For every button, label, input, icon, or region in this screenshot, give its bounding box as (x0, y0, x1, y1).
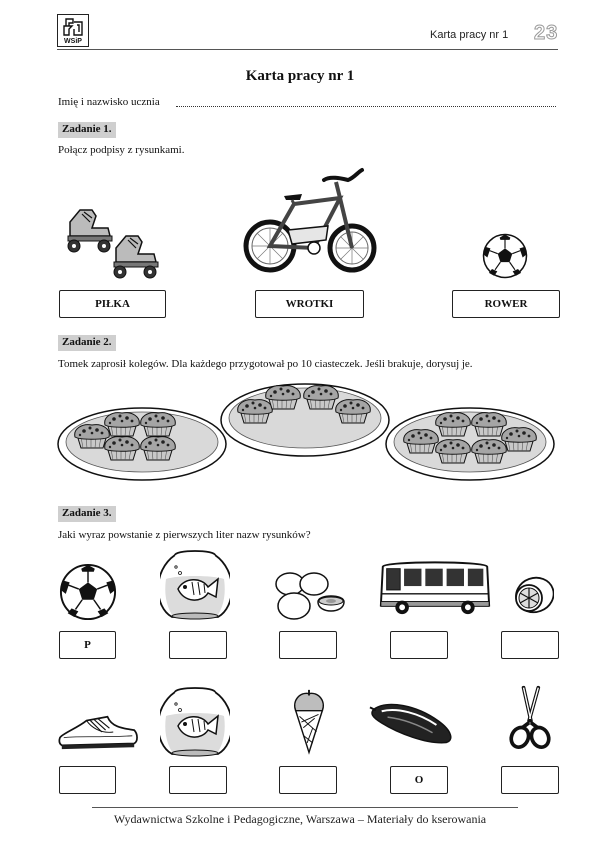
label-pilka[interactable]: PIŁKA (59, 290, 166, 318)
cookie (141, 437, 176, 460)
publisher-logo (57, 14, 89, 47)
answer-box-3[interactable] (279, 631, 337, 659)
page-number: 23 (534, 22, 559, 44)
task3-heading: Zadanie 3. (58, 506, 116, 522)
answer-box-7[interactable] (169, 766, 227, 794)
fishbowl-icon (160, 548, 230, 622)
lemon-icon (510, 574, 554, 618)
answer-box-6[interactable] (59, 766, 116, 794)
scissors-icon (507, 684, 553, 752)
document-title: Karta pracy nr 1 (245, 68, 355, 84)
student-name-label: Imię i nazwisko ucznia (58, 96, 160, 108)
task3-instruction: Jaki wyraz powstanie z pierwszych liter nazw rysunków? (58, 529, 311, 541)
cookie (436, 413, 471, 436)
cucumber-icon (368, 697, 456, 747)
answer-box-1[interactable]: P (59, 631, 116, 659)
task2-heading: Zadanie 2. (58, 335, 116, 351)
student-name-field[interactable] (176, 106, 556, 107)
cookie (75, 425, 110, 448)
cookie (502, 428, 537, 451)
answer-box-5[interactable] (501, 631, 559, 659)
cookie (266, 386, 301, 409)
cookie (436, 440, 471, 463)
fishbowl-icon-2 (160, 686, 230, 758)
plate-1 (58, 408, 226, 480)
cookie (105, 413, 140, 436)
plate-2 (221, 384, 389, 456)
task2-instruction: Tomek zaprosił kolegów. Dla każdego przygotował po 10 ciasteczek. Jeśli brakuje, dorysuj je. (58, 358, 473, 370)
answer-box-8[interactable] (279, 766, 337, 794)
header-title: Karta pracy nr 1 (430, 29, 509, 41)
cookie (472, 413, 507, 436)
shoe-icon (58, 712, 138, 752)
answer-box-2[interactable] (169, 631, 227, 659)
cookie (404, 430, 439, 453)
label-rower[interactable]: ROWER (452, 290, 560, 318)
ice-cream-icon (290, 689, 328, 757)
logo-icon (63, 18, 83, 36)
answer-box-4[interactable] (390, 631, 448, 659)
cookie-plates-illustration (0, 380, 600, 490)
bus-icon (377, 558, 493, 618)
footer-divider (92, 807, 518, 808)
cookie (105, 437, 140, 460)
cookie (336, 400, 371, 423)
cookie (141, 413, 176, 436)
cookie (472, 440, 507, 463)
label-wrotki[interactable]: WROTKI (255, 290, 364, 318)
plate-3 (386, 408, 554, 480)
answer-box-9[interactable]: O (390, 766, 448, 794)
logo-text: WSiP (64, 38, 82, 45)
answer-box-10[interactable] (501, 766, 559, 794)
header-divider (57, 49, 558, 50)
eggs-icon (268, 570, 348, 622)
bicycle-icon (244, 168, 376, 280)
ball-icon (59, 563, 117, 621)
footer-text: Wydawnictwa Szkolne i Pedagogiczne, Warszawa – Materiały do kserowania (113, 812, 487, 826)
soccer-ball-icon (482, 233, 528, 279)
task1-heading: Zadanie 1. (58, 122, 116, 138)
cookie (304, 386, 339, 409)
cookie (238, 400, 273, 423)
task1-instruction: Połącz podpisy z rysunkami. (58, 144, 185, 156)
roller-skates-icon (60, 206, 166, 284)
